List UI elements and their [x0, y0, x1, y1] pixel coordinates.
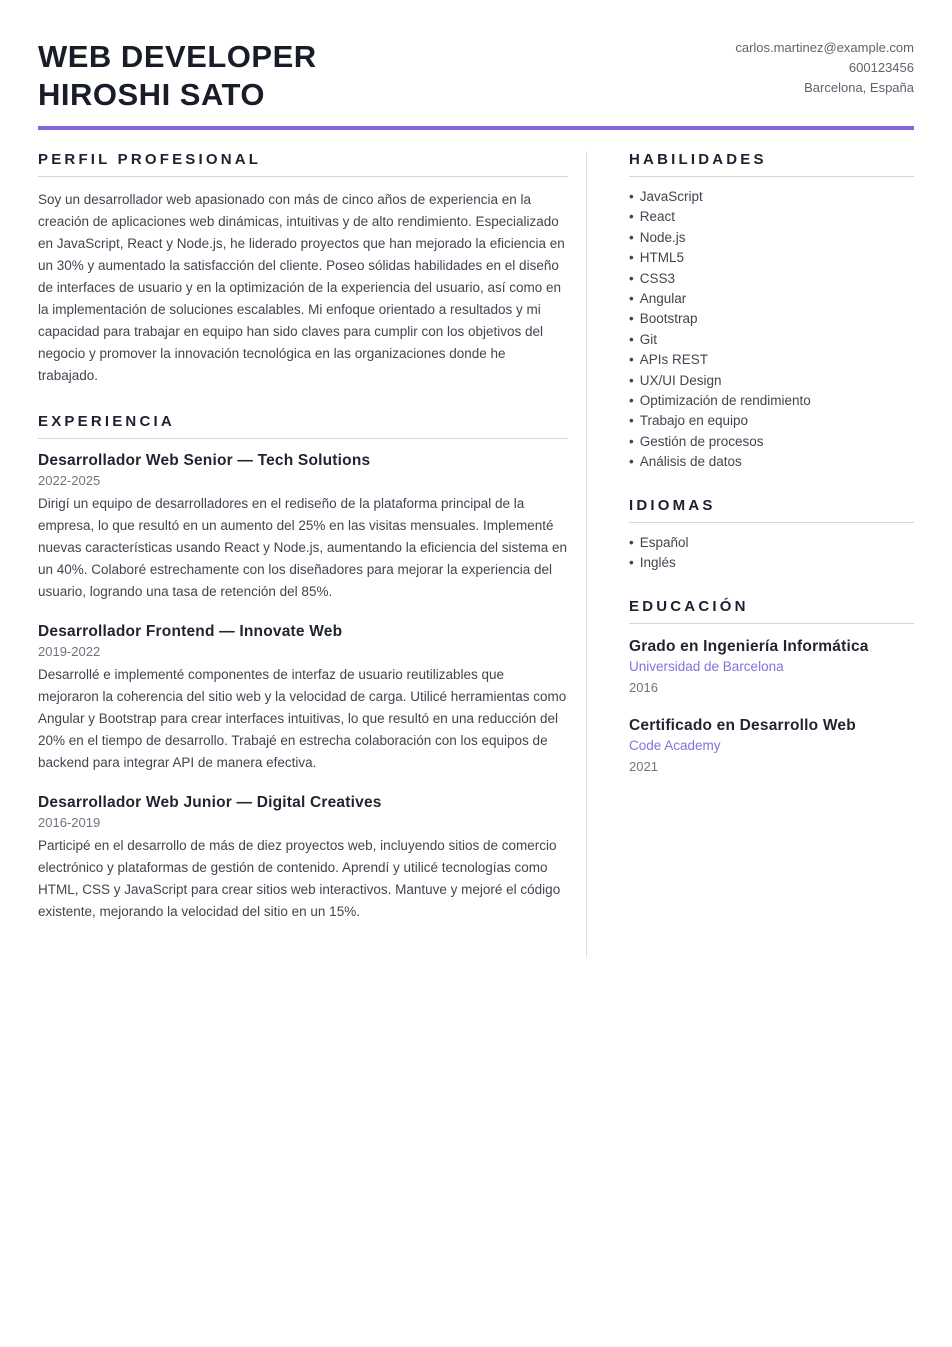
- skill-label: React: [639, 209, 676, 225]
- skill-item: [629, 207, 914, 227]
- language-item: [629, 553, 914, 573]
- bullet-icon: •: [629, 209, 634, 225]
- skill-item: [629, 269, 914, 289]
- contact-block: [735, 36, 914, 98]
- skill-item: [629, 350, 914, 370]
- bullet-icon: •: [629, 555, 634, 571]
- skill-item: [629, 432, 914, 452]
- job-description: Desarrollé e implementé componentes de interfaz de usuario reutilizables que mejoraron la coherencia del sitio web y la velocidad de carga. Utilicé herramientas como Angular y Bootstrap para crear interfaces intuitivas, lo que resultó en una reducción del 20% en el tiempo de desarrollo. Trabajé en estrecha colaboración con los equipos de backend para integrar API de manera efectiva.: [38, 667, 567, 770]
- job-period: 2019-2022: [38, 644, 101, 659]
- left-column: [38, 151, 568, 957]
- bullet-icon: •: [629, 393, 634, 409]
- job-period: 2016-2019: [38, 815, 101, 830]
- job-period: 2022-2025: [38, 473, 101, 488]
- title-role: WEB DEVELOPER: [38, 39, 317, 74]
- section-profile: [38, 151, 568, 387]
- section-skills: [629, 151, 914, 473]
- bullet-icon: •: [629, 534, 634, 550]
- bullet-icon: •: [629, 454, 634, 470]
- page-title: [38, 38, 317, 114]
- language-item: [629, 533, 914, 553]
- bullet-icon: •: [629, 270, 634, 286]
- header: [38, 36, 914, 114]
- bullet-icon: •: [629, 311, 634, 327]
- job-entry: [38, 623, 568, 774]
- skill-label: HTML5: [639, 250, 684, 266]
- bullet-icon: •: [629, 189, 634, 204]
- language-label: Español: [639, 534, 689, 550]
- job-title: Desarrollador Web Senior — Tech Solutions: [38, 452, 371, 469]
- right-column: [586, 151, 914, 957]
- languages-list: [629, 533, 914, 574]
- job-entry: [38, 452, 568, 603]
- skill-item: [629, 228, 914, 248]
- skill-label: Optimización de rendimiento: [639, 393, 811, 409]
- job-description: Dirigí un equipo de desarrolladores en el rediseño de la plataforma principal de la empresa, lo que resultó en un aumento del 25% en las visitas mensuales. Implementé nuevas características usando React y Node.js, aumentando la eficiencia del sistema en un 40%. Colaboré estrechamente con los diseñadores para mejorar la experiencia del usuario, logrando una tasa de retención del 85%.: [38, 496, 568, 599]
- education-school: Code Academy: [629, 737, 721, 753]
- contact-phone: 600123456: [848, 60, 914, 75]
- skill-label: Node.js: [639, 229, 686, 245]
- section-languages: [629, 497, 914, 574]
- skill-item: [629, 248, 914, 268]
- bullet-icon: •: [629, 433, 634, 449]
- title-name: HIROSHI SATO: [38, 77, 266, 112]
- education-year: 2021: [629, 758, 658, 774]
- skills-heading: HABILIDADES: [629, 151, 914, 177]
- skill-item: [629, 289, 914, 309]
- content-columns: [38, 151, 914, 957]
- skill-item: [629, 411, 914, 431]
- education-degree: Grado en Ingeniería Informática: [629, 637, 869, 655]
- skill-label: Trabajo en equipo: [639, 413, 749, 429]
- skill-label: Gestión de procesos: [639, 433, 764, 449]
- section-education: [629, 598, 914, 776]
- skill-item: [629, 371, 914, 391]
- skill-label: Bootstrap: [639, 311, 698, 327]
- skill-label: APIs REST: [639, 352, 708, 368]
- job-entry: [38, 794, 568, 923]
- bullet-icon: •: [629, 352, 634, 368]
- bullet-icon: •: [629, 291, 634, 307]
- skill-label: CSS3: [639, 270, 676, 286]
- bullet-icon: •: [629, 372, 634, 388]
- experience-heading: EXPERIENCIA: [38, 413, 568, 439]
- languages-heading: IDIOMAS: [629, 497, 914, 523]
- contact-location: Barcelona, España: [804, 80, 914, 95]
- profile-text: Soy un desarrollador web apasionado con más de cinco años de experiencia en la creación de aplicaciones web dinámicas, intuitivas y de alto rendimiento. Especializado en JavaScript, React y Node.js, he liderado proyectos que han mejorado la eficiencia en un 30% y aumentado la satisfacción del cliente. Poseo sólidas habilidades en el diseño de interfaces de usuario y en la optimización de la experiencia del usuario, así como en la implementación de soluciones escalables. Mi enfoque orientado a resultados y mi capacidad para trabajar en equipo han sido claves para cumplir con los objetivos del negocio y promover la innovación tecnológica en las organizaciones donde he trabajado.: [38, 192, 565, 383]
- profile-heading: PERFIL PROFESIONAL: [38, 151, 568, 177]
- skills-list: [629, 187, 914, 473]
- education-degree: Certificado en Desarrollo Web: [629, 716, 856, 734]
- education-heading: EDUCACIÓN: [629, 598, 914, 624]
- job-title: Desarrollador Frontend — Innovate Web: [38, 623, 343, 640]
- skill-label: JavaScript: [639, 189, 703, 204]
- skill-item: [629, 309, 914, 329]
- education-list: [629, 638, 914, 776]
- job-list: [38, 452, 568, 923]
- education-entry: [629, 638, 914, 697]
- skill-label: Angular: [639, 291, 687, 307]
- bullet-icon: •: [629, 413, 634, 429]
- education-entry: [629, 717, 914, 776]
- bullet-icon: •: [629, 250, 634, 266]
- education-year: 2016: [629, 679, 658, 695]
- job-title: Desarrollador Web Junior — Digital Creatives: [38, 794, 382, 811]
- accent-divider: [38, 126, 914, 130]
- bullet-icon: •: [629, 229, 634, 245]
- bullet-icon: •: [629, 331, 634, 347]
- skill-item: [629, 452, 914, 472]
- skill-label: Análisis de datos: [639, 454, 742, 470]
- skill-item: [629, 391, 914, 411]
- job-description: Participé en el desarrollo de más de diez proyectos web, incluyendo sitios de comercio electrónico y plataformas de gestión de contenido. Aprendí y utilicé tecnologías como HTML, CSS y JavaScript para crear sitios web interactivos. Mantuve y mejoré el código existente, mejorando la velocidad del sitio en un 15%.: [38, 838, 561, 919]
- skill-item: [629, 330, 914, 350]
- education-school: Universidad de Barcelona: [629, 658, 784, 674]
- language-label: Inglés: [639, 555, 676, 571]
- contact-email: carlos.martinez@example.com: [735, 40, 914, 55]
- skill-label: UX/UI Design: [639, 372, 722, 388]
- skill-label: Git: [639, 331, 657, 347]
- section-experience: [38, 413, 568, 923]
- skill-item: [629, 187, 914, 207]
